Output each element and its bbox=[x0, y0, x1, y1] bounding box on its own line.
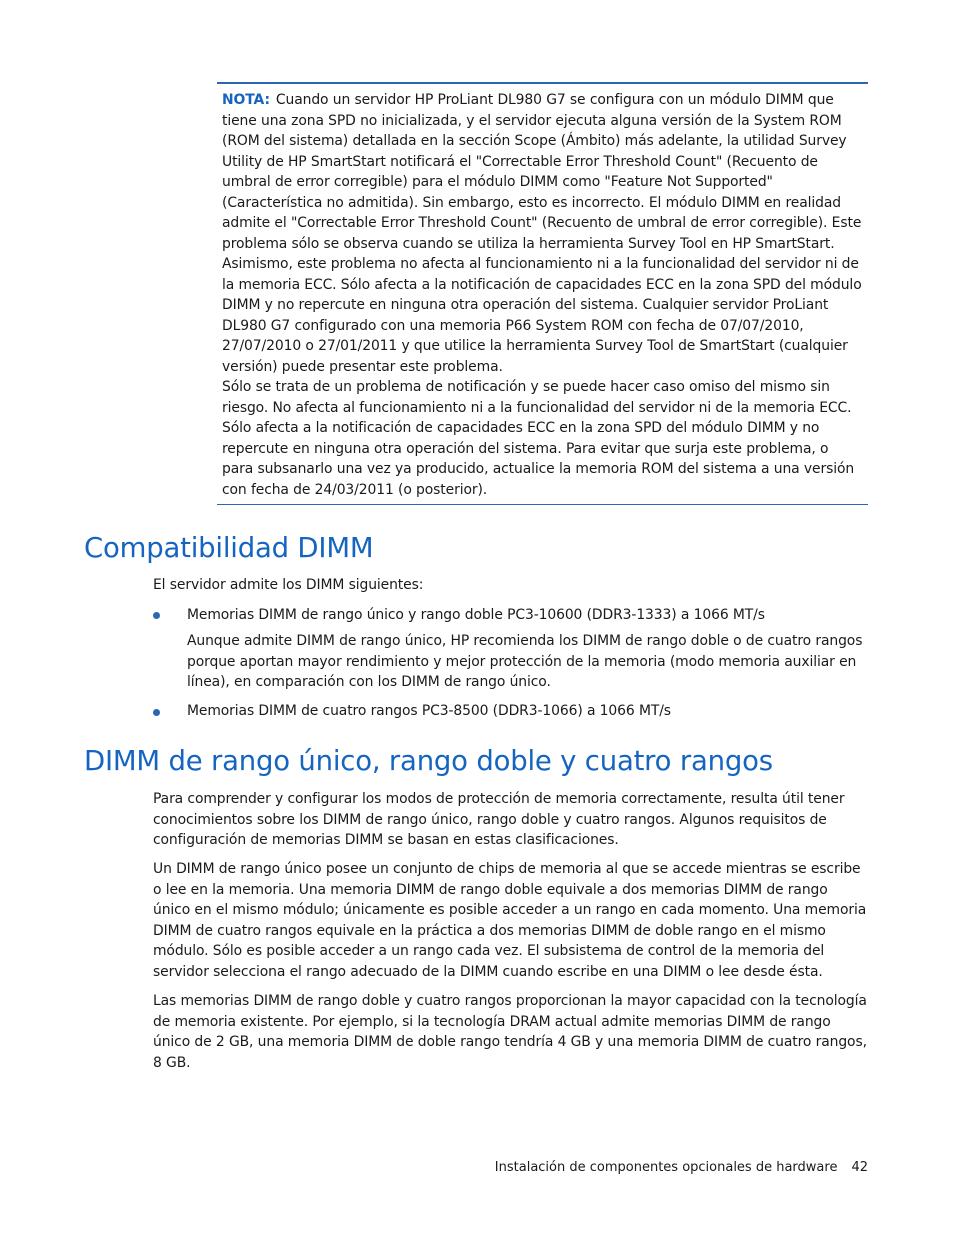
note-paragraph-2: Sólo se trata de un problema de notificación y se puede hacer caso omiso del mismo sin riesgo. No afecta al funcionamiento ni a la funcionalidad del servidor ni de la memoria ECC. Sólo afecta a la notificación de capacidades ECC en la zona SPD del módulo DIMM y no repercute en ninguna otra operación del sistema. Para evitar que surja este problema, o para subsanarlo una vez ya producido, actualice la memoria ROM del sistema a una versión con fecha de 24/03/2011 (o posterior). bbox=[222, 379, 855, 498]
rangos-paragraph-3: Las memorias DIMM de rango doble y cuatro rangos proporcionan la mayor capacidad con la tecnología de memoria existente. Por ejemplo, si la tecnología DRAM actual admite memorias DIMM de rango único de 2 GB, una memoria DIMM de doble rango tendría 4 GB y una memoria DIMM de cuatro rangos, 8 GB. bbox=[153, 993, 867, 1071]
page-number: 42 bbox=[851, 1160, 868, 1175]
note-text-1: Cuando un servidor HP ProLiant DL980 G7 se configura con un módulo DIMM que tiene una zona SPD no inicializada, y el servidor ejecuta alguna versión de la System ROM (ROM del sistema) detallada en la sección Scope (Ámbito) más adelante, la utilidad Survey Utility de HP SmartStart notificará el "Correctable Error Threshold Count" (Recuento de umbral de error corregible) para el módulo DIMM como "Feature Not Supported" (Característica no admitida). Sin embargo, esto es incorrecto. El módulo DIMM en realidad admite el "Correctable Error Threshold Count" (Recuento de umbral de error corregible). Este problema sólo se observa cuando se utiliza la herramienta Survey Tool en HP SmartStart. Asimismo, este problema no afecta al funcionamiento ni a la funcionalidad del servidor ni de la memoria ECC. Sólo afecta a la notificación de capacidades ECC en la zona SPD del módulo DIMM y no repercute en ninguna otra operación del sistema. Cualquier servidor ProLiant DL980 G7 configurado con una memoria P66 System ROM con fecha de 07/07/2010, 27/07/2010 o 27/01/2011 y que utilice la herramienta Survey Tool de SmartStart (cualquier versión) puede presentar este problema. bbox=[222, 92, 862, 375]
footer-chapter-title: Instalación de componentes opcionales de hardware bbox=[494, 1160, 838, 1175]
bullet-icon bbox=[153, 709, 160, 716]
bullet-icon bbox=[153, 612, 160, 619]
note-label: NOTA: bbox=[222, 92, 270, 108]
compat-bullet-1-detail: Aunque admite DIMM de rango único, HP recomienda los DIMM de rango doble o de cuatro rangos porque aportan mayor rendimiento y mejor protección de la memoria (modo memoria auxiliar en línea), en comparación con los DIMM de rango único. bbox=[187, 633, 863, 690]
note-box bbox=[217, 82, 868, 505]
compat-bullet-1: Memorias DIMM de rango único y rango doble PC3-10600 (DDR3-1333) a 1066 MT/s bbox=[187, 607, 765, 623]
note-paragraph-1 bbox=[222, 90, 862, 377]
compat-intro: El servidor admite los DIMM siguientes: bbox=[153, 577, 424, 593]
rangos-paragraph-2: Un DIMM de rango único posee un conjunto de chips de memoria al que se accede mientras se escribe o lee en la memoria. Una memoria DIMM de rango doble equivale a dos memorias DIMM de rango único en el mismo módulo; únicamente es posible acceder a un rango en cada momento. Una memoria DIMM de cuatro rangos equivale en la práctica a dos memorias DIMM de doble rango en el mismo módulo. Sólo es posible acceder a un rango cada vez. El subsistema de control de la memoria del servidor selecciona el rango adecuado de la DIMM cuando escribe en una DIMM o lee desde ésta. bbox=[153, 861, 867, 980]
compat-bullet-2: Memorias DIMM de cuatro rangos PC3-8500 (DDR3-1066) a 1066 MT/s bbox=[187, 703, 671, 719]
heading-dimm-rangos: DIMM de rango único, rango doble y cuatro rangos bbox=[84, 745, 773, 777]
page-footer bbox=[495, 1158, 868, 1178]
heading-compatibilidad-dimm: Compatibilidad DIMM bbox=[84, 532, 374, 564]
rangos-paragraph-1: Para comprender y configurar los modos de protección de memoria correctamente, resulta útil tener conocimientos sobre los DIMM de rango único, rango doble y cuatro rangos. Algunos requisitos de configuración de memorias DIMM se basan en estas clasificaciones. bbox=[153, 791, 845, 848]
